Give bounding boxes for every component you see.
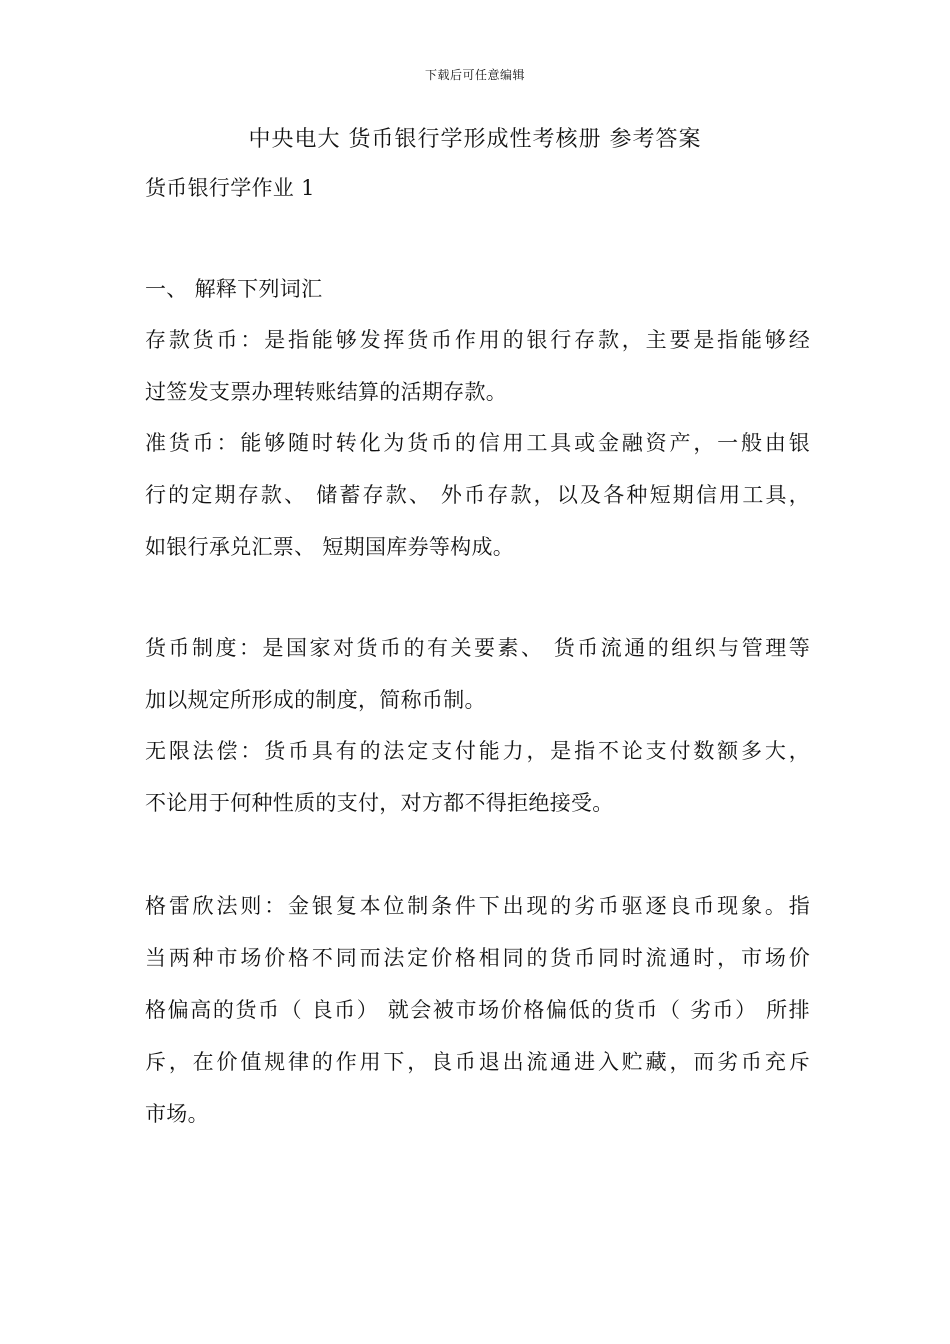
paragraph-line: 如银行承兑汇票、 短期国库券等构成。	[145, 535, 515, 559]
header-note: 下载后可任意编辑	[424, 68, 525, 82]
assignment-title: 货币银行学作业 1	[145, 176, 315, 200]
assignment-heading	[145, 175, 810, 201]
term-paragraph-monetary-system	[145, 635, 810, 713]
paragraph-line: 格偏高的货币（ 良币） 就会被市场价格偏低的货币（ 劣币） 所排	[145, 998, 810, 1022]
term-paragraph-greshams-law	[145, 893, 810, 1127]
paragraph-line: 准货币：能够随时转化为货币的信用工具或金融资产，一般由银	[145, 431, 810, 455]
paragraph-line: 存款货币：是指能够发挥货币作用的银行存款，主要是指能够经	[145, 328, 810, 352]
paragraph-line: 不论用于何种性质的支付，对方都不得拒绝接受。	[145, 791, 614, 815]
term-paragraph-quasi-money	[145, 430, 810, 560]
paragraph-line: 加以规定所形成的制度，简称币制。	[145, 688, 486, 712]
term-paragraph-unlimited-legal-tender	[145, 738, 810, 816]
document-title: 中央电大 货币银行学形成性考核册 参考答案	[248, 127, 702, 152]
section-title: 一、 解释下列词汇	[145, 277, 323, 301]
paragraph-line: 当两种市场价格不同而法定价格相同的货币同时流通时，市场价	[145, 946, 810, 970]
term-paragraph-deposit-money	[145, 327, 810, 405]
paragraph-line: 过签发支票办理转账结算的活期存款。	[145, 380, 508, 404]
paragraph-line: 斥，在价值规律的作用下，良币退出流通进入贮藏，而劣币充斥	[145, 1050, 810, 1074]
paragraph-line: 格雷欣法则：金银复本位制条件下出现的劣币驱逐良币现象。指	[145, 894, 810, 918]
paragraph-line: 货币制度：是国家对货币的有关要素、 货币流通的组织与管理等	[145, 636, 810, 660]
paragraph-line: 行的定期存款、 储蓄存款、 外币存款，以及各种短期信用工具，	[145, 483, 810, 507]
paragraph-line: 无限法偿：货币具有的法定支付能力，是指不论支付数额多大，	[145, 739, 810, 763]
section-heading	[145, 276, 810, 302]
paragraph-line: 市场。	[145, 1102, 209, 1126]
